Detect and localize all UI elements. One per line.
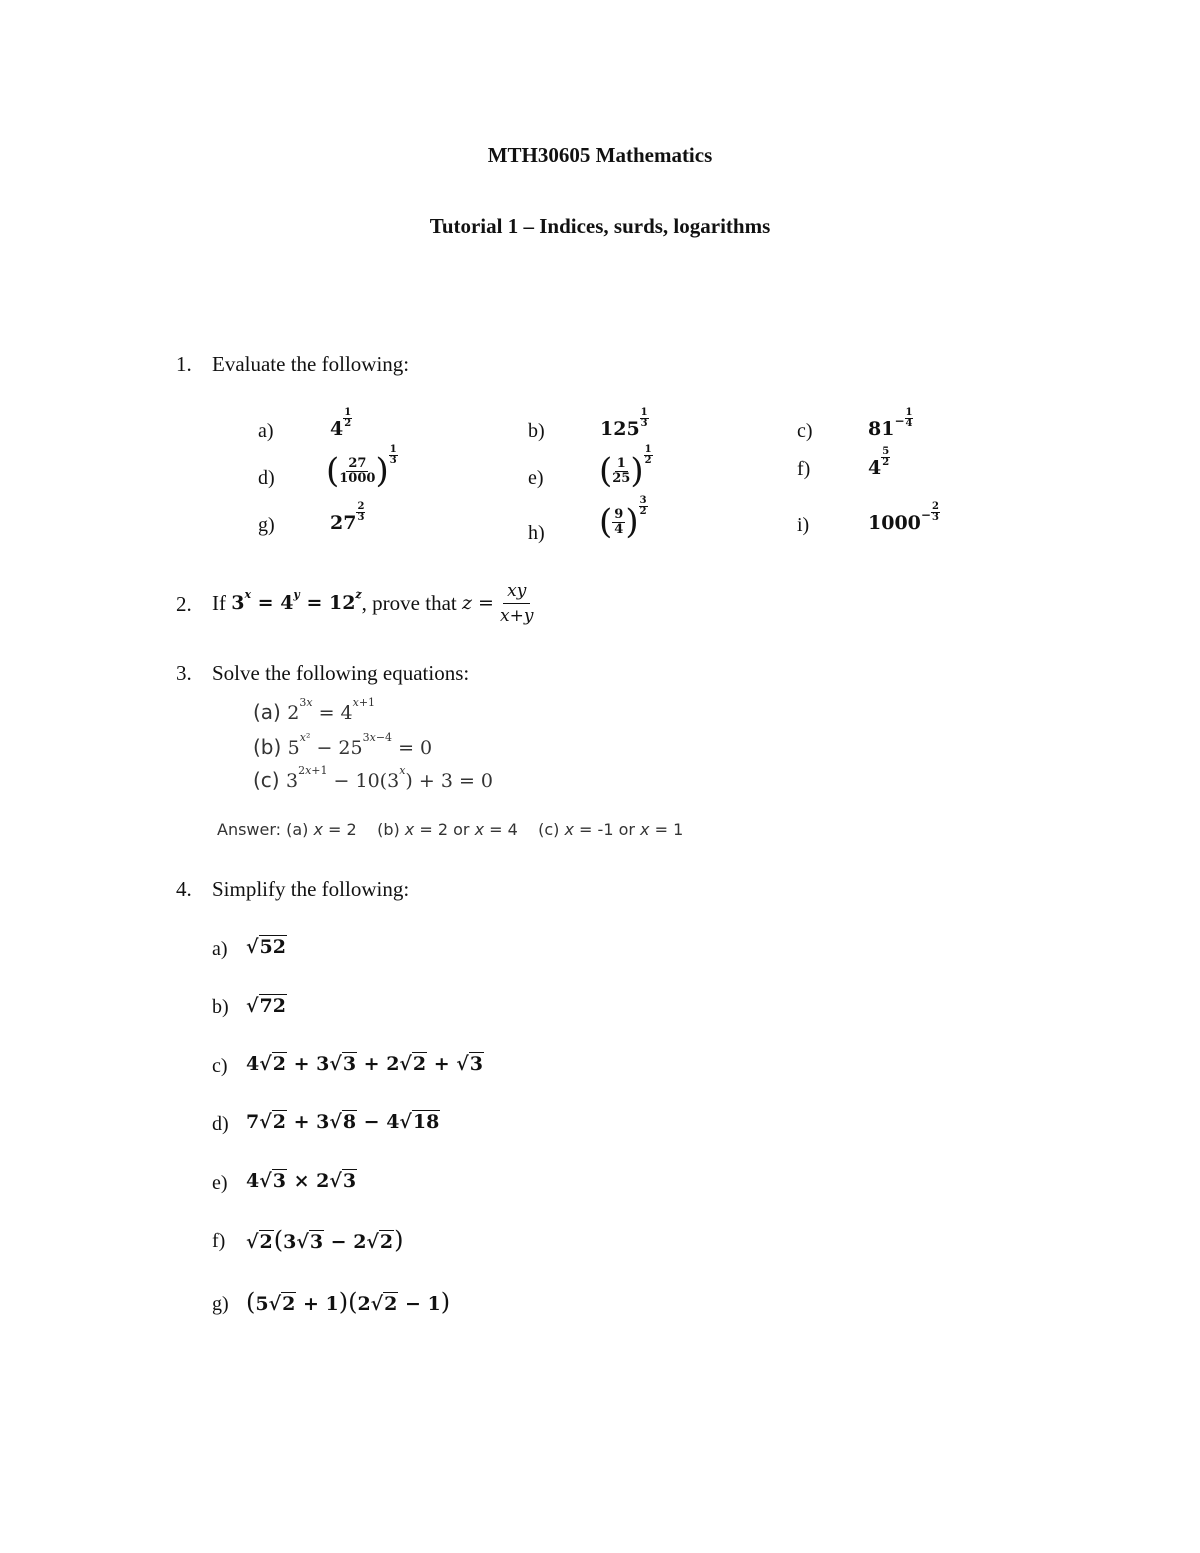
q1-label-g: g) xyxy=(258,514,275,536)
q3-text: Solve the following equations: xyxy=(212,661,470,685)
q3-number: 3. xyxy=(176,661,192,685)
q4-label-f: f) xyxy=(212,1230,226,1252)
tutorial-title: Tutorial 1 – Indices, surds, logarithms xyxy=(429,214,771,238)
q1-label-c: c) xyxy=(797,420,813,442)
q4-label-c: c) xyxy=(212,1055,228,1077)
q4-expr-c: 4√2 + 3√3 + 2√2 + √3 xyxy=(246,1053,484,1075)
q1-label-b: b) xyxy=(528,420,545,442)
q1-expr-f: 4 $\frac{5}{2}$ xyxy=(868,445,890,479)
q1-label-f: f) xyxy=(797,458,811,480)
q2-text: If $3^x = 4^y = 12^z$ , prove that z = $\frac{xy}{x+y}$ xyxy=(212,580,534,626)
q1-expr-b: 125 $\frac{1}{3}$ xyxy=(600,406,648,440)
q1-text: Evaluate the following: xyxy=(212,352,410,376)
q4-expr-g: (5√2 + 1)(2√2 − 1) xyxy=(246,1288,451,1316)
q4-label-a: a) xyxy=(212,938,228,960)
q1-label-a: a) xyxy=(258,420,274,442)
q3-answer: Answer: (a) x = 2 (b) x = 2 or x = 4 (c) x = -1 or x = 1 xyxy=(217,820,684,839)
q4-expr-e: 4√3 × 2√3 xyxy=(246,1170,357,1192)
q1-label-i: i) xyxy=(797,514,810,536)
document-title: MTH30605 Mathematics xyxy=(487,143,713,167)
q3-equation-b: (b) $5^{x^2} - 25^{3x-4} = 0$ xyxy=(253,731,433,759)
q2-number: 2. xyxy=(176,592,192,616)
q4-number: 4. xyxy=(176,877,192,901)
q4-label-g: g) xyxy=(212,1293,229,1315)
q1-expr-d: ( $\frac{27}{1000}$ ) $\frac{1}{3}$ xyxy=(326,443,397,491)
q1-expr-h: ( $\frac{9}{4}$ ) $\frac{3}{2}$ xyxy=(599,494,647,542)
q4-expr-b: √72 xyxy=(246,995,286,1017)
q1-label-d: d) xyxy=(258,467,275,489)
q4-expr-d: 7√2 + 3√8 − 4√18 xyxy=(246,1111,440,1133)
q1-label-h: h) xyxy=(528,522,545,544)
q4-label-d: d) xyxy=(212,1113,229,1135)
q1-label-e: e) xyxy=(528,467,544,489)
q1-expr-c: 81− $\frac{1}{4}$ xyxy=(868,406,913,440)
q1-expr-a: 4 $\frac{1}{2}$ xyxy=(330,406,352,440)
q1-expr-e: ( $\frac{1}{25}$ ) $\frac{1}{2}$ xyxy=(599,443,652,491)
q1-expr-g: 27 $\frac{2}{3}$ xyxy=(330,500,365,534)
q4-expr-f: √2(3√3 − 2√2) xyxy=(246,1226,404,1254)
q3-equation-c: (c) $3^{2x+1} - 10(3^x) + 3 = 0$ xyxy=(253,764,493,792)
q4-label-e: e) xyxy=(212,1172,228,1194)
q4-label-b: b) xyxy=(212,996,229,1018)
q1-number: 1. xyxy=(176,352,192,376)
q4-text: Simplify the following: xyxy=(212,877,410,901)
q3-equation-a: (a) $2^{3x} = 4^{x+1}$ xyxy=(253,696,376,724)
q4-expr-a: √52 xyxy=(246,936,286,958)
q1-expr-i: 1000− $\frac{2}{3}$ xyxy=(868,500,939,534)
